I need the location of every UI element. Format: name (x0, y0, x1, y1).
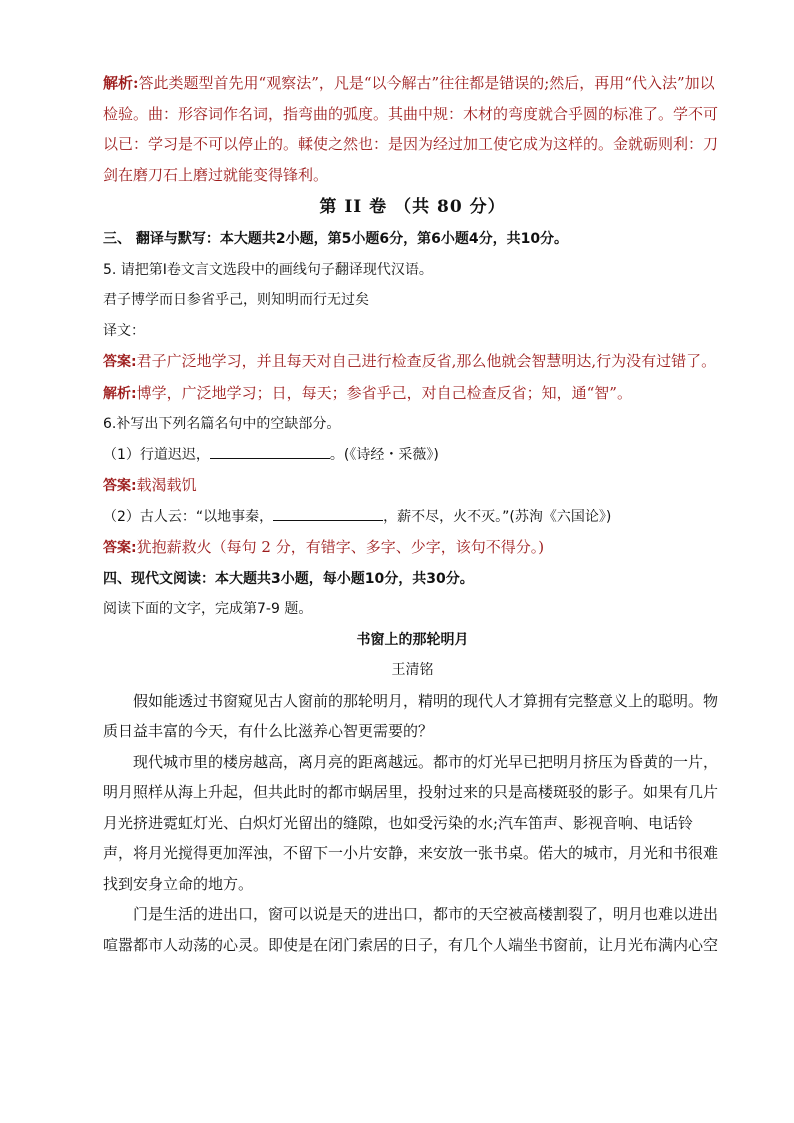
answer-text: 载渴载饥 (136, 476, 197, 494)
q6-1-suffix: 。(《诗经・采薇》) (329, 446, 439, 463)
q6-2-suffix: ，薪不尽，火不灭。”(苏洵《六国论》) (383, 508, 612, 525)
question-6-2-answer (103, 532, 722, 564)
q6-2-prefix: （2）古人云：“以地事秦， (103, 508, 274, 525)
article-paragraph-2: 现代城市里的楼房越高，离月亮的距离越远。都市的灯光早已把明月挤压为昏黄的一片，明月照样从海上升起，但共此时的都市蜗居里，投射过来的只是高楼斑驳的影子。如果有几片月光挤进霓虹灯光、白炽灯光留出的缝隙，也如受污染的水;汽车笛声、影视音响、电话铃声，将月光搅得更加浑浊，不留下一小片安静，来安放一张书桌。偌大的城市，月光和书很难找到安身立命的地方。 (103, 752, 719, 893)
article-paragraph-1: 假如能透过书窗窥见古人窗前的那轮明月，精明的现代人才算拥有完整意义上的聪明。物质日益丰富的今天，有什么比滋养心智更需要的？ (103, 691, 719, 740)
translation-label: 译文： (103, 322, 145, 339)
analysis-paragraph (103, 68, 722, 190)
answer-label: 答案: (103, 354, 137, 370)
part-two-title: 第 II 卷 （共 80 分） (319, 197, 506, 217)
question-5: 5. 请把第Ⅰ卷文言文选段中的画线句子翻译现代汉语。 (103, 261, 433, 278)
reading-instruction: 阅读下面的文字，完成第7-9 题。 (103, 601, 313, 617)
question-6: 6.补写出下列名篇名句中的空缺部分。 (103, 416, 341, 432)
analysis-label: 解析: (103, 74, 139, 92)
answer-text: 君子广泛地学习，并且每天对自己进行检查反省,那么他就会智慧明达,行为没有过错了。 (136, 352, 717, 370)
question-6-1 (103, 440, 722, 471)
analysis-text: 答此类题型首先用“观察法”，凡是“以今解古”往往都是错误的;然后，再用“代入法”加以检验。曲：形容词作名词，指弯曲的弧度。其曲中规：木材的弯度就合乎圆的标准了。学不可以已：学习是不可以停止的。輮使之然也：是因为经过加工使它成为这样的。金就砺则利：刀剑在磨刀石上磨过就能变得锋利。 (103, 74, 719, 184)
section-four-heading: 四、现代文阅读：本大题共3小题，每小题10分，共30分。 (103, 570, 474, 587)
section-three-heading: 三、 翻译与默写：本大题共2小题，第5小题6分，第6小题4分，共10分。 (103, 231, 569, 247)
article-title: 书窗上的那轮明月 (356, 631, 469, 648)
question-6-1-answer (103, 470, 722, 502)
article-paragraph-3: 门是生活的进出口，窗可以说是天的进出口，都市的天空被高楼割裂了，明月也难以进出喧嚣都市人动荡的心灵。即使是在闭门索居的日子，有几个人端坐书窗前，让月光布满内心空 (103, 905, 719, 954)
analysis-label: 解析: (103, 385, 137, 402)
analysis-text: 博学，广泛地学习；日，每天；参省乎己，对自己检查反省；知，通“智”。 (136, 383, 632, 402)
fill-blank-1 (210, 444, 330, 459)
question-6-2 (103, 502, 722, 533)
question-5-analysis (103, 378, 722, 410)
article-author: 王清铭 (391, 662, 434, 678)
answer-label: 答案: (103, 540, 137, 556)
answer-label: 答案: (103, 478, 137, 494)
fill-blank-2 (273, 506, 383, 521)
q6-1-prefix: （1）行道迟迟， (103, 446, 210, 463)
question-5-answer (103, 346, 722, 378)
question-5-sentence: 君子博学而日参省乎己，则知明而行无过矣 (103, 292, 369, 308)
answer-text: 犹抱薪救火（每句 2 分，有错字、多字、少字，该句不得分。) (136, 538, 545, 556)
